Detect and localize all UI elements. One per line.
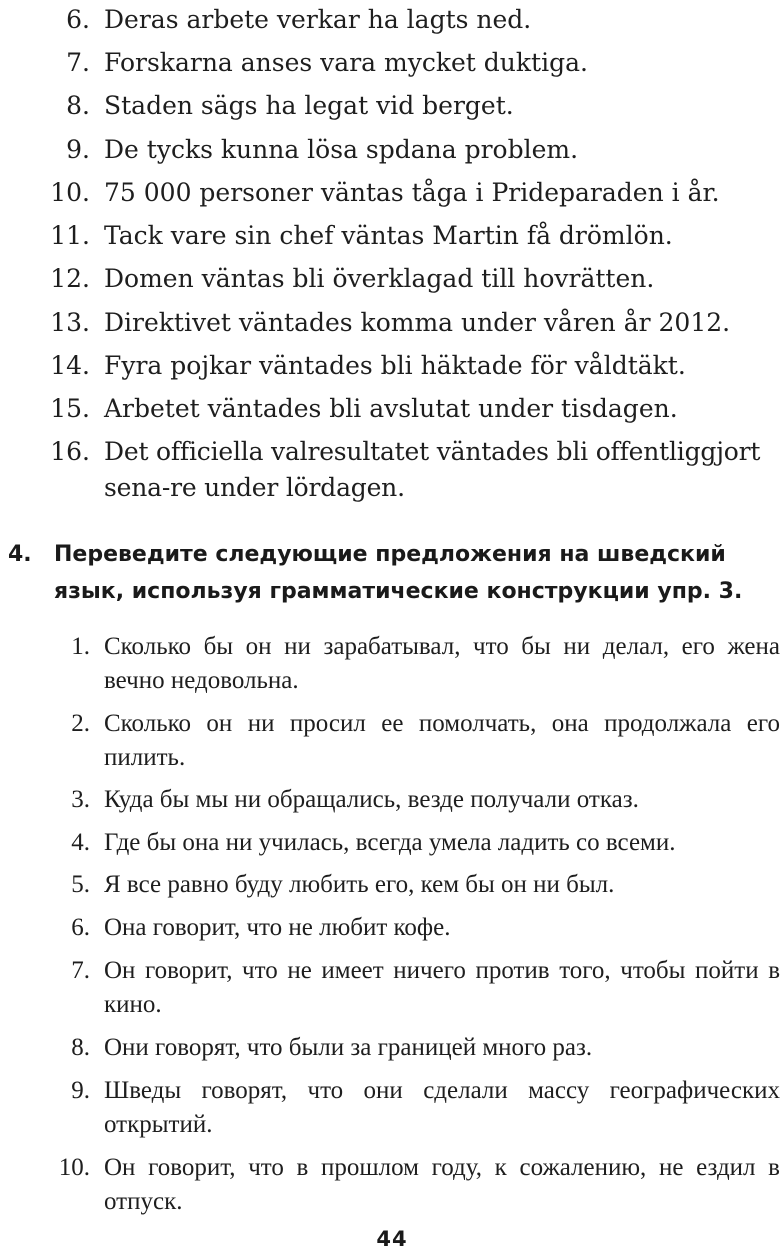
item-number: 6. [66, 5, 90, 34]
item-text: Она говорит, что не любит кофе. [104, 914, 451, 941]
exercise-instruction: Переведите следующие предложения на шведский язык, используя грамматические конструкции упр. 3. [54, 542, 743, 604]
exercise-number: 4. [8, 542, 32, 567]
item-text: Det officiella valresultatet väntades bli offentliggjort sena-re under lördagen. [104, 437, 761, 502]
item-number: 9. [71, 1077, 90, 1104]
item-text: Сколько бы он ни зарабатывал, что бы ни делал, его жена вечно недовольна. [104, 633, 780, 694]
item-text: Deras arbete verkar ha lagts ned. [104, 5, 532, 34]
item-number: 14. [50, 351, 90, 380]
item-text: De tycks kunna lösa spdana problem. [104, 135, 579, 164]
item-number: 9. [66, 135, 90, 164]
item-text: Direktivet väntades komma under våren år 2012. [104, 308, 731, 337]
item-number: 8. [71, 1034, 90, 1061]
item-text: Шведы говорят, что они сделали массу географических открытий. [104, 1077, 780, 1138]
item-number: 13. [50, 308, 90, 337]
item-number: 7. [66, 48, 90, 77]
item-number: 1. [71, 633, 90, 660]
item-number: 3. [71, 786, 90, 813]
item-number: 10. [50, 178, 90, 207]
item-number: 4. [71, 829, 90, 856]
page-number: 44 [376, 1227, 408, 1251]
item-text: Fyra pojkar väntades bli häktade för våldtäkt. [104, 351, 686, 380]
item-text: Он говорит, что не имеет ничего против того, чтобы пойти в кино. [104, 957, 780, 1018]
item-number: 5. [71, 871, 90, 898]
item-text: Forskarna anses vara mycket duktiga. [104, 48, 588, 77]
item-number: 8. [66, 91, 90, 120]
item-text: Где бы она ни училась, всегда умела ладить со всеми. [104, 829, 676, 856]
item-text: Staden sägs ha legat vid berget. [104, 91, 514, 120]
item-text: Куда бы мы ни обращались, везде получали отказ. [104, 786, 639, 813]
item-text: Он говорит, что в прошлом году, к сожалению, не ездил в отпуск. [104, 1154, 780, 1215]
item-text: Они говорят, что были за границей много раз. [104, 1034, 593, 1061]
item-text: 75 000 personer väntas tåga i Prideparaden i år. [104, 178, 720, 207]
item-text: Arbetet väntades bli avslutat under tisdagen. [104, 394, 678, 423]
item-text: Сколько он ни просил ее помолчать, она продолжала его пилить. [104, 710, 780, 771]
item-number: 7. [71, 957, 90, 984]
item-text: Domen väntas bli överklagad till hovrätten. [104, 264, 655, 293]
item-number: 16. [50, 437, 90, 466]
item-number: 10. [58, 1154, 90, 1181]
item-number: 2. [71, 710, 90, 737]
item-text: Tack vare sin chef väntas Martin få drömlön. [104, 221, 673, 250]
item-number: 11. [50, 221, 90, 250]
item-number: 15. [50, 394, 90, 423]
item-number: 6. [71, 914, 90, 941]
item-text: Я все равно буду любить его, кем бы он ни был. [104, 871, 615, 898]
item-number: 12. [50, 264, 90, 293]
